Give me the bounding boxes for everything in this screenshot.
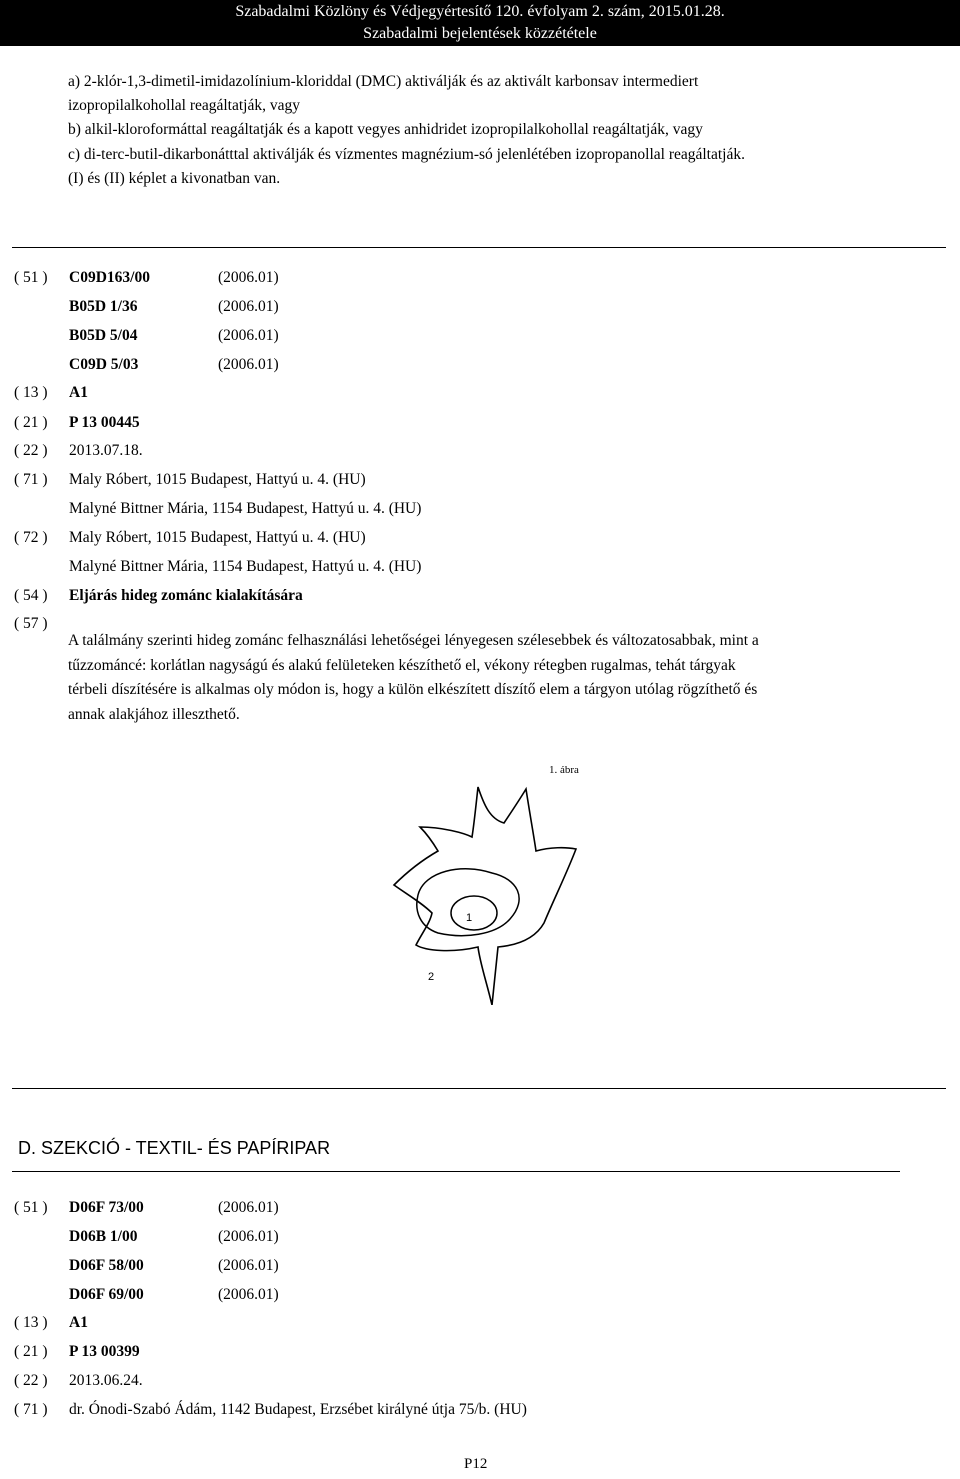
ipc-date: (2006.01)	[218, 1199, 279, 1216]
filing-date: 2013.07.18.	[69, 442, 143, 459]
inid-tag-54: ( 54 )	[14, 587, 48, 604]
enamel-inner-shape	[451, 896, 497, 930]
filing-date: 2013.06.24.	[69, 1372, 143, 1389]
inventor: Malyné Bittner Mária, 1154 Budapest, Hattyú u. 4. (HU)	[69, 558, 422, 575]
section-heading: D. SZEKCIÓ - TEXTIL- ÉS PAPÍRIPAR	[18, 1138, 331, 1158]
figure-label-1: 1	[466, 912, 473, 924]
applicant: Malyné Bittner Mária, 1154 Budapest, Hattyú u. 4. (HU)	[69, 500, 422, 517]
applicant: Maly Róbert, 1015 Budapest, Hattyú u. 4. (HU)	[69, 471, 366, 488]
page-header	[0, 0, 960, 46]
ipc-code: D06B 1/00	[69, 1228, 138, 1245]
inventor: Maly Róbert, 1015 Budapest, Hattyú u. 4. (HU)	[69, 529, 366, 546]
inid-tag-57: ( 57 )	[14, 615, 48, 632]
figure-caption: 1. ábra	[549, 764, 579, 776]
journal-title: Szabadalmi Közlöny és Védjegyértesítő 120. évfolyam 2. szám, 2015.01.28.	[235, 3, 725, 20]
section-subtitle: Szabadalmi bejelentések közzététele	[363, 25, 597, 42]
abstract	[68, 629, 948, 727]
inid-tag-13: ( 13 )	[14, 384, 48, 401]
application-number: P 13 00399	[69, 1343, 140, 1360]
ipc-date: (2006.01)	[218, 298, 279, 315]
abstract-line: tűzzománcé: korlátlan nagyságú és alakú felületeken készíthető el, vékony rétegben rugalmas, tehát tárgyak	[68, 656, 736, 674]
page-number: P12	[464, 1456, 488, 1472]
abstract-line: térbeli díszítésére is alkalmas oly módon is, hogy a külön elkészített díszítő elem a tárgyon utólag rögzíthető és	[68, 681, 758, 698]
ipc-date: (2006.01)	[218, 1286, 279, 1303]
figure-label-2: 2	[428, 971, 435, 983]
ipc-code: B05D 1/36	[69, 298, 138, 315]
inid-tag-71: ( 71 )	[14, 1401, 48, 1418]
inid-tag-13: ( 13 )	[14, 1314, 48, 1331]
ipc-date: (2006.01)	[218, 327, 279, 344]
section-underline	[12, 1171, 900, 1172]
ipc-code: D06F 73/00	[69, 1199, 144, 1216]
inid-tag-22: ( 22 )	[14, 442, 48, 459]
ipc-date: (2006.01)	[218, 1257, 279, 1274]
abstract-line: annak alakjához illeszthető.	[68, 705, 240, 723]
leaf-outline	[394, 787, 576, 1005]
intro-line: izopropilalkohollal reagáltatják, vagy	[68, 97, 300, 114]
inid-tag-51: ( 51 )	[14, 269, 48, 286]
ipc-date: (2006.01)	[218, 269, 279, 286]
ipc-code: B05D 5/04	[69, 327, 138, 344]
intro-line: c) di-terc-butil-dikarbonátttal aktiválják és vízmentes magnézium-só jelenlétében izopropanollal reagáltatják.	[68, 146, 745, 163]
inid-tag-72: ( 72 )	[14, 529, 48, 546]
inid-tag-22: ( 22 )	[14, 1372, 48, 1389]
inid-tag-51: ( 51 )	[14, 1199, 48, 1216]
invention-title: Eljárás hideg zománc kialakítására	[69, 587, 303, 604]
divider	[12, 1088, 946, 1089]
inid-tag-21: ( 21 )	[14, 1343, 48, 1360]
application-number: P 13 00445	[69, 414, 140, 431]
intro-line: b) alkil-kloroformáttal reagáltatják és a kapott vegyes anhidridet izopropilalkohollal reagáltatják, vagy	[68, 121, 703, 138]
divider	[12, 247, 946, 248]
leaf-drawing	[380, 775, 610, 1005]
kind-code: A1	[69, 384, 88, 401]
inid-tag-21: ( 21 )	[14, 414, 48, 431]
applicant: dr. Ónodi-Szabó Ádám, 1142 Budapest, Erzsébet királyné útja 75/b. (HU)	[69, 1401, 527, 1418]
ipc-date: (2006.01)	[218, 1228, 279, 1245]
ipc-date: (2006.01)	[218, 356, 279, 373]
abstract-line: A találmány szerinti hideg zománc felhasználási lehetőségei lényegesen szélesebbek és változatosabbak, mint a	[68, 632, 759, 649]
intro-line: a) 2-klór-1,3-dimetil-imidazolínium-kloriddal (DMC) aktiválják és az aktivált karbonsav intermediert	[68, 73, 699, 90]
enamel-outer-shape	[417, 869, 519, 936]
ipc-code: C09D 5/03	[69, 356, 139, 373]
intro-line: (I) és (II) képlet a kivonatban van.	[68, 170, 281, 187]
kind-code: A1	[69, 1314, 88, 1331]
ipc-code: C09D163/00	[69, 269, 150, 286]
ipc-code: D06F 69/00	[69, 1286, 144, 1303]
ipc-code: D06F 58/00	[69, 1257, 144, 1274]
inid-tag-71: ( 71 )	[14, 471, 48, 488]
